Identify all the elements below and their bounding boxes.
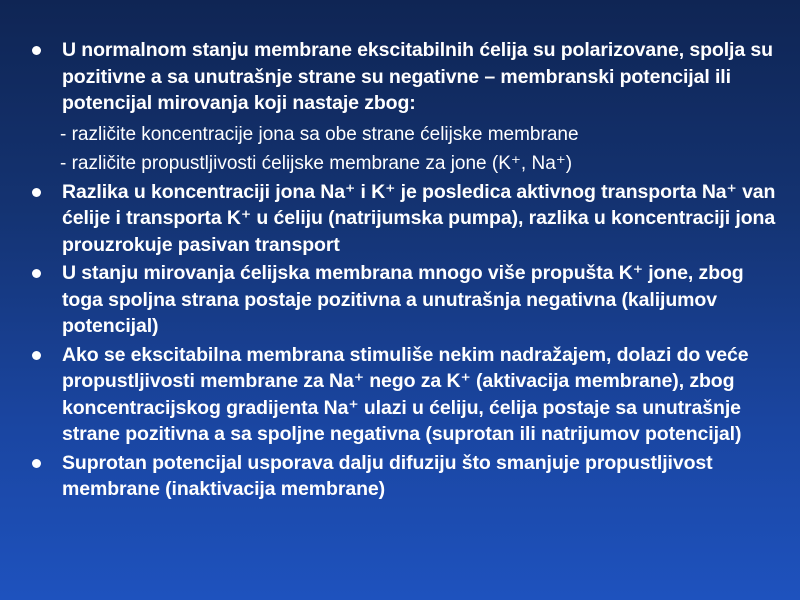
bullet-text: Razlika u koncentraciji jona Na⁺ i K⁺ je posledica aktivnog transporta Na⁺ van ćelije i transporta K⁺ u ćeliju (natrijumska pumpa), razlika u koncentraciji jona prouzrokuje pasivan transport: [62, 180, 776, 256]
bullet-text: Suprotan potencijal usporava dalju difuziju što smanjuje propustljivost membrane (inaktivacija membrane): [62, 451, 713, 500]
bullet-text: U stanju mirovanja ćelijska membrana mnogo više propušta K⁺ jone, zbog toga spoljna strana postaje pozitivna a unutrašnja negativna (kalijumov potencijal): [62, 262, 744, 337]
bullet-dot-icon: [32, 269, 41, 278]
slide-content: [28, 37, 788, 505]
bullet-dot-icon: [32, 351, 41, 360]
bullet-text: U normalnom stanju membrane ekscitabilnih ćelija su polarizovane, spolja su pozitivne a sa unutrašnje strane su negativne – membranski potencijal ili potencijal mirovanja koji nastaje zbog:: [62, 39, 773, 114]
bullet-item-stimulation: [28, 342, 788, 448]
sub-item-permeability: - različite propustljivosti ćelijske membrane za jone (K⁺, Na⁺): [60, 152, 573, 174]
bullet-text: Ako se ekscitabilna membrana stimuliše nekim nadražajem, dolazi do veće propustljivosti membrane za Na⁺ nego za K⁺ (aktivacija membrane), zbog koncentracijskog gradijenta Na⁺ ulazi u ćeliju, ćelija postaje sa unutrašnje strane pozitivna a sa spoljne negativna (suprotan ili natrijumov potencijal): [62, 343, 749, 445]
bullet-item-polarization: [28, 37, 788, 117]
bullet-item-inactivation: [28, 450, 788, 503]
bullet-item-sodium-pump: [28, 179, 788, 259]
bullet-item-resting-state: [28, 260, 788, 340]
bullet-dot-icon: [32, 459, 41, 468]
sub-item-concentration: - različite koncentracije jona sa obe strane ćelijske membrane: [60, 123, 579, 145]
bullet-dot-icon: [32, 188, 41, 197]
bullet-dot-icon: [32, 46, 41, 55]
